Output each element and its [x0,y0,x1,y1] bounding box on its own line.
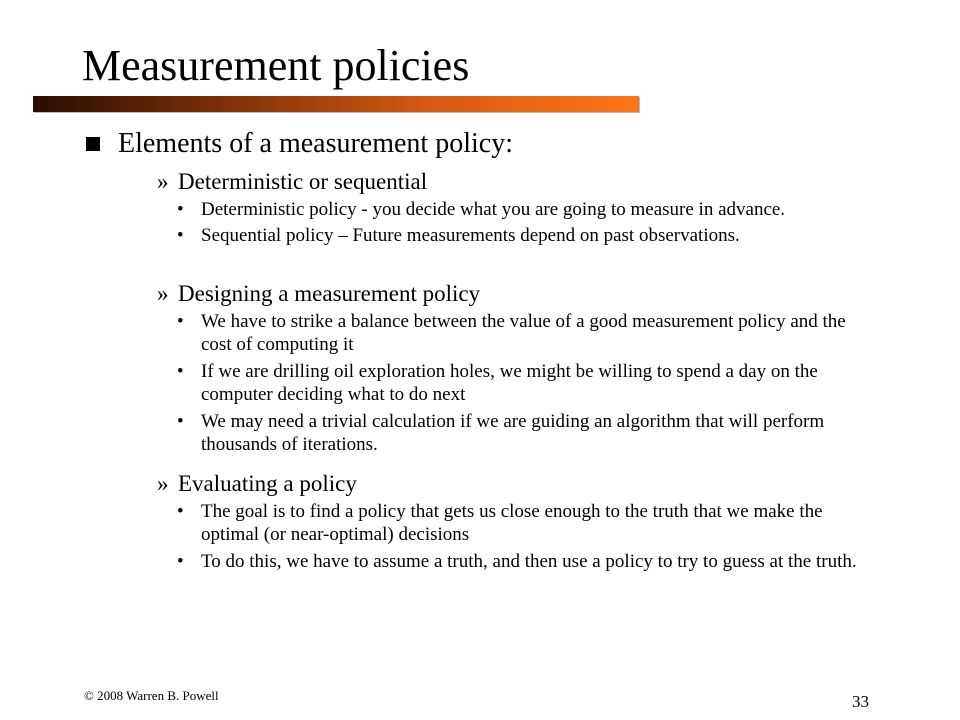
section-marker: » [157,281,169,306]
section-heading-text: Designing a measurement policy [178,281,481,306]
section-heading [157,470,881,500]
section-marker: » [157,471,169,496]
section-heading [157,280,881,310]
slide-title: Measurement policies [82,41,470,90]
bullet-dot: • [177,361,184,382]
list-item-text: The goal is to find a policy that gets us close enough to the truth that we make the optimal (or near-optimal) decisions [201,501,823,545]
list-item-text: To do this, we have to assume a truth, and then use a policy to try to guess at the truth. [201,551,857,572]
bullet-dot: • [177,551,184,572]
section-deterministic-or-sequential [157,168,881,247]
title-underline-bar [33,96,639,112]
list-item [177,500,881,546]
list-item [177,224,881,247]
bullet-dot: • [177,199,184,220]
list-item [177,360,881,406]
bullet-dot: • [177,501,184,522]
list-item-text: If we are drilling oil exploration holes, we might be willing to spend a day on the computer deciding what to do next [201,361,818,405]
list-item-text: We have to strike a balance between the value of a good measurement policy and the cost of computing it [201,311,846,355]
main-point-text: Elements of a measurement policy: [118,128,513,159]
list-item [177,198,881,221]
page-number: 33 [852,692,869,711]
list-item [177,550,881,573]
list-item-text: Deterministic policy - you decide what you are going to measure in advance. [201,199,786,220]
bullet-dot: • [177,225,184,246]
list-item [177,410,881,456]
section-evaluating-policy [157,470,881,573]
list-item-text: Sequential policy – Future measurements depend on past observations. [201,225,740,246]
section-marker: » [157,169,169,194]
list-item [177,310,881,356]
section-heading-text: Deterministic or sequential [178,169,428,194]
section-heading [157,168,881,198]
section-designing-policy [157,280,881,456]
copyright-notice: © 2008 Warren B. Powell [84,688,219,703]
bullet-dot: • [177,411,184,432]
bullet-dot: • [177,311,184,332]
section-heading-text: Evaluating a policy [178,471,357,496]
list-item-text: We may need a trivial calculation if we are guiding an algorithm that will perform thousands of iterations. [201,411,825,455]
square-bullet-icon [86,137,100,151]
